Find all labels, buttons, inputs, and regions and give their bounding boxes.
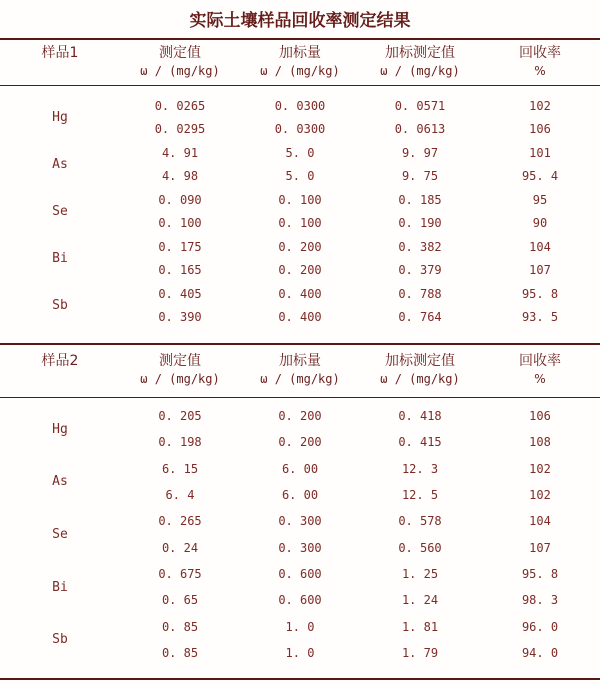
spiked-amount: 0. 300 (278, 514, 322, 529)
spiked-amount: 5. 0 (285, 169, 315, 184)
recovery-rate: 102 (529, 488, 551, 503)
measured-value: 0. 85 (161, 619, 199, 634)
element-row-group (0, 282, 600, 329)
element-row-group (0, 235, 600, 282)
element-row-group (0, 561, 600, 614)
table-header-row (0, 343, 600, 398)
page-title: 实际土壤样品回收率测定结果 (189, 11, 411, 31)
element-row-group (0, 613, 600, 666)
recovery-table (0, 38, 600, 343)
spiked-amount: 0. 200 (278, 435, 322, 450)
measured-value: 4. 91 (161, 145, 199, 160)
spiked-measured-value: 0. 190 (398, 216, 442, 231)
recovery-rate: 107 (529, 540, 551, 555)
spiked-amount: 0. 600 (278, 566, 322, 581)
element-row-group (0, 188, 600, 235)
spiked-measured-value: 0. 764 (398, 310, 442, 325)
sample-label: 样品2 (41, 353, 79, 369)
spiked-amount: 0. 200 (278, 239, 322, 254)
spiked-measured-value: 1. 81 (401, 619, 439, 634)
table-body (0, 398, 600, 680)
spiked-measured-value: 0. 382 (398, 239, 442, 254)
spiked-measured-value: 0. 788 (398, 286, 442, 301)
measured-value: 0. 390 (158, 310, 202, 325)
element-symbol: Hg (52, 421, 68, 437)
recovery-rate: 106 (529, 122, 551, 137)
spiked-amount: 0. 400 (278, 310, 322, 325)
spiked-amount: 0. 600 (278, 593, 322, 608)
recovery-rate: 95. 8 (521, 566, 559, 581)
recovery-rate: 101 (529, 145, 551, 160)
element-symbol: Bi (52, 579, 68, 595)
element-row-group (0, 403, 600, 456)
spiked-amount: 1. 0 (285, 619, 315, 634)
recovery-rate: 108 (529, 435, 551, 450)
element-symbol: Sb (52, 298, 68, 313)
recovery-rate: 102 (529, 461, 551, 476)
header-recovery-rate: 回收率 % (519, 45, 561, 78)
element-symbol: Hg (52, 110, 68, 125)
recovery-rate: 90 (532, 216, 548, 231)
header-spiked-amount: 加标量 ω / (mg/kg) (260, 353, 340, 386)
element-symbol: Sb (52, 632, 68, 648)
element-symbol: Se (52, 204, 68, 219)
spiked-measured-value: 0. 415 (398, 435, 442, 450)
recovery-rate: 96. 0 (521, 619, 559, 634)
measured-value: 6. 4 (165, 488, 195, 503)
measured-value: 0. 100 (158, 216, 202, 231)
tables-container (0, 38, 600, 680)
recovery-rate: 94. 0 (521, 645, 559, 660)
spiked-measured-value: 0. 0613 (394, 122, 446, 137)
element-row-group (0, 94, 600, 141)
spiked-measured-value: 1. 79 (401, 645, 439, 660)
spiked-amount: 0. 300 (278, 540, 322, 555)
recovery-rate: 95. 4 (521, 169, 559, 184)
spiked-measured-value: 12. 5 (401, 488, 439, 503)
measured-value: 0. 0265 (154, 98, 206, 113)
element-symbol: As (52, 157, 68, 172)
header-spiked-amount: 加标量 ω / (mg/kg) (260, 45, 340, 78)
spiked-amount: 5. 0 (285, 145, 315, 160)
spiked-amount: 0. 100 (278, 192, 322, 207)
spiked-measured-value: 9. 97 (401, 145, 439, 160)
element-row-group (0, 456, 600, 509)
table-body (0, 86, 600, 343)
spiked-measured-value: 1. 24 (401, 593, 439, 608)
header-spiked-measured-value: 加标测定值 ω / (mg/kg) (380, 45, 460, 78)
recovery-rate: 107 (529, 263, 551, 278)
measured-value: 0. 85 (161, 645, 199, 660)
measured-value: 0. 165 (158, 263, 202, 278)
measured-value: 0. 405 (158, 286, 202, 301)
spiked-amount: 0. 100 (278, 216, 322, 231)
header-recovery-rate: 回收率 % (519, 353, 561, 386)
measured-value: 6. 15 (161, 461, 199, 476)
element-symbol: Bi (52, 251, 68, 266)
spiked-measured-value: 12. 3 (401, 461, 439, 476)
recovery-rate: 95. 8 (521, 286, 559, 301)
spiked-amount: 0. 0300 (274, 122, 326, 137)
measured-value: 0. 65 (161, 593, 199, 608)
element-row-group (0, 141, 600, 188)
recovery-table (0, 343, 600, 680)
header-spiked-measured-value: 加标测定值 ω / (mg/kg) (380, 353, 460, 386)
measured-value: 0. 198 (158, 435, 202, 450)
recovery-rate: 98. 3 (521, 593, 559, 608)
sample-header-cell (0, 45, 120, 79)
recovery-rate: 102 (529, 98, 551, 113)
recovery-rate: 106 (529, 409, 551, 424)
element-symbol: As (52, 474, 68, 490)
element-row-group (0, 508, 600, 561)
spiked-amount: 0. 400 (278, 286, 322, 301)
spiked-amount: 0. 200 (278, 263, 322, 278)
sample-label: 样品1 (41, 45, 79, 61)
measured-value: 0. 0295 (154, 122, 206, 137)
recovery-rate: 93. 5 (521, 310, 559, 325)
spiked-amount: 0. 0300 (274, 98, 326, 113)
table-header-row (0, 38, 600, 86)
measured-value: 0. 675 (158, 566, 202, 581)
header-measured-value: 测定值 ω / (mg/kg) (140, 353, 220, 386)
spiked-measured-value: 0. 379 (398, 263, 442, 278)
measured-value: 0. 265 (158, 514, 202, 529)
measured-value: 0. 090 (158, 192, 202, 207)
spiked-measured-value: 9. 75 (401, 169, 439, 184)
spiked-measured-value: 0. 418 (398, 409, 442, 424)
spiked-measured-value: 0. 560 (398, 540, 442, 555)
measured-value: 4. 98 (161, 169, 199, 184)
recovery-rate: 104 (529, 514, 551, 529)
spiked-amount: 6. 00 (281, 488, 319, 503)
spiked-amount: 0. 200 (278, 409, 322, 424)
header-measured-value: 测定值 ω / (mg/kg) (140, 45, 220, 78)
spiked-measured-value: 0. 185 (398, 192, 442, 207)
recovery-rate: 95 (532, 192, 548, 207)
sample-header-cell (0, 353, 120, 387)
element-symbol: Se (52, 526, 68, 542)
spiked-measured-value: 0. 0571 (394, 98, 446, 113)
measured-value: 0. 205 (158, 409, 202, 424)
spiked-amount: 1. 0 (285, 645, 315, 660)
recovery-rate: 104 (529, 239, 551, 254)
measured-value: 0. 175 (158, 239, 202, 254)
measured-value: 0. 24 (161, 540, 199, 555)
spiked-amount: 6. 00 (281, 461, 319, 476)
spiked-measured-value: 1. 25 (401, 566, 439, 581)
spiked-measured-value: 0. 578 (398, 514, 442, 529)
